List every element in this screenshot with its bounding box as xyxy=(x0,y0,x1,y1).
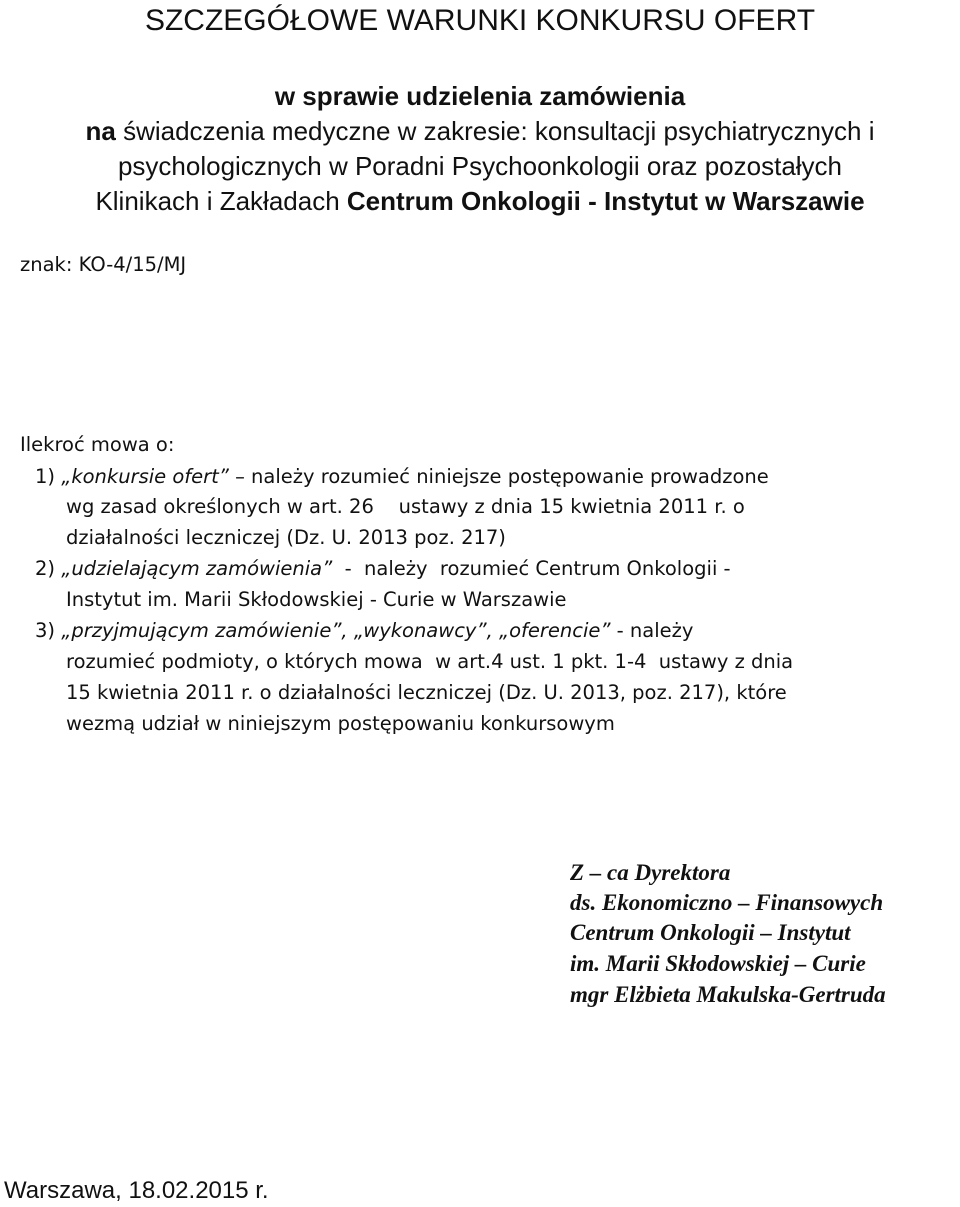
document-title: SZCZEGÓŁOWE WARUNKI KONKURSU OFERT xyxy=(144,4,816,37)
definition-3-line-3: 15 kwietnia 2011 r. o działalności leczniczej (Dz. U. 2013, poz. 217), które xyxy=(66,681,787,704)
definition-3-text: - należy xyxy=(610,619,694,642)
definition-3-line-1 xyxy=(35,616,693,646)
definition-3-term: „przyjmującym zamówienie”, „wykonawcy”, „oferencie” xyxy=(61,619,611,642)
subject-line-1: w sprawie udzielenia zamówienia xyxy=(274,81,686,111)
subject-line-4-normal: Klinikach i Zakładach xyxy=(95,186,347,216)
definition-3-line-2: rozumieć podmioty, o których mowa w art.4 ust. 1 pkt. 1-4 ustawy z dnia xyxy=(66,650,794,673)
subject-line-3: psychologicznych w Poradni Psychoonkologii oraz pozostałych xyxy=(117,151,843,181)
definition-2-number: 2) xyxy=(35,557,62,580)
place-and-date: Warszawa, 18.02.2015 r. xyxy=(4,1177,269,1204)
signature-line-4: im. Marii Skłodowskiej – Curie xyxy=(570,951,866,976)
signature-line-5: mgr Elżbieta Makulska-Gertruda xyxy=(570,982,886,1007)
definition-3-line-4: wezmą udział w niniejszym postępowaniu konkursowym xyxy=(66,712,615,735)
definition-2-term: „udzielającym zamówienia” xyxy=(61,557,333,580)
definition-1-line-1 xyxy=(35,462,769,492)
definition-1-text: – należy rozumieć niniejsze postępowanie prowadzone xyxy=(228,465,769,488)
definition-2-line-2: Instytut im. Marii Skłodowskiej - Curie w Warszawie xyxy=(66,588,567,611)
subject-line-2 xyxy=(0,114,960,148)
signature-line-3: Centrum Onkologii – Instytut xyxy=(570,920,851,945)
definition-2-text: - należy rozumieć Centrum Onkologii - xyxy=(332,557,731,580)
subject-line-4-bold: Centrum Onkologii - Instytut w Warszawie xyxy=(346,186,865,216)
definitions-intro: Ilekroć mowa o: xyxy=(20,433,175,456)
definition-1-line-3: działalności leczniczej (Dz. U. 2013 poz. 217) xyxy=(66,526,506,549)
subject-line-2-rest: świadczenia medyczne w zakresie: konsultacji psychiatrycznych i xyxy=(115,116,875,146)
signature-line-2: ds. Ekonomiczno – Finansowych xyxy=(570,890,884,915)
definition-1-term: „konkursie ofert” xyxy=(61,465,229,488)
subject-line-2-bold: na xyxy=(85,116,116,146)
definition-1-number: 1) xyxy=(35,465,62,488)
definition-2-line-1 xyxy=(35,554,731,584)
reference-number: znak: KO-4/15/MJ xyxy=(20,253,187,276)
definition-3-number: 3) xyxy=(35,619,62,642)
subject-line-4 xyxy=(0,184,960,218)
signature-line-1: Z – ca Dyrektora xyxy=(570,860,731,885)
definition-1-line-2: wg zasad określonych w art. 26 ustawy z dnia 15 kwietnia 2011 r. o xyxy=(66,495,745,518)
